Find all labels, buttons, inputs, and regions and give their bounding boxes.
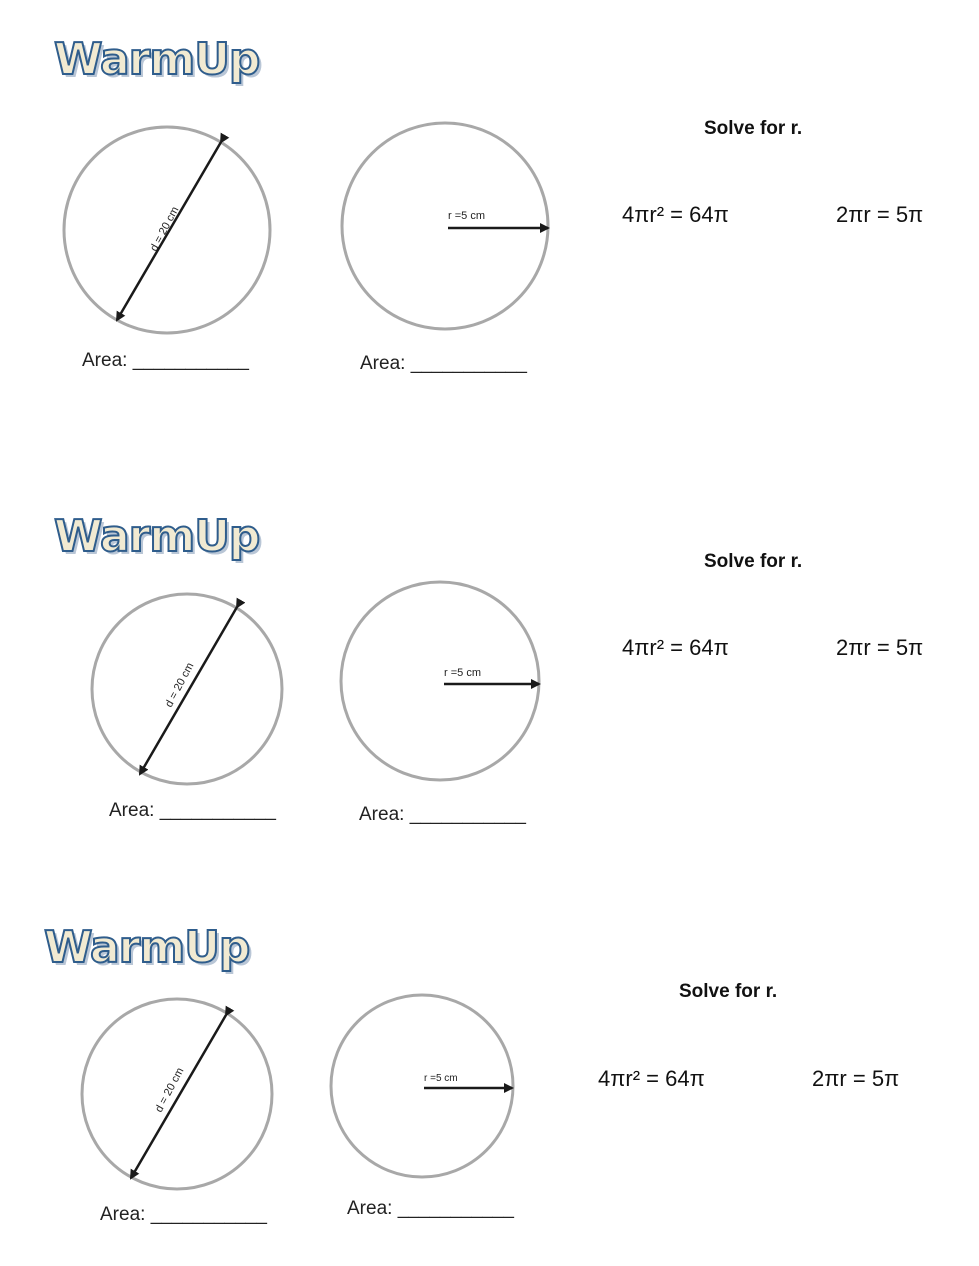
diameter-circle-figure [79,995,279,1195]
area-label-radius: Area: ___________ [359,804,526,825]
solve-instruction: Solve for r. [704,118,803,139]
equation-area: 4πr² = 64π [622,202,729,227]
area-label-diameter: Area: ___________ [100,1204,267,1225]
warmup-title: WarmUp [54,34,260,85]
equation-circumference: 2πr = 5π [836,202,924,227]
radius-label: r =5 cm [444,667,481,679]
radius-circle-figure [338,578,548,788]
circle-shape [82,999,272,1189]
diameter-label: d = 20 cm [148,204,182,254]
area-label-diameter: Area: ___________ [109,800,276,821]
warmup-title: WarmUp [54,511,260,562]
diameter-arrow [131,1015,226,1178]
circle-shape [92,594,282,784]
diameter-label: d = 20 cm [153,1065,187,1115]
diameter-circle-figure [60,124,275,339]
diameter-arrow [140,607,237,774]
solve-instruction: Solve for r. [704,551,803,572]
warmup-title: WarmUp [44,922,250,973]
equation-area: 4πr² = 64π [622,635,729,660]
equation-area: 4πr² = 64π [598,1066,705,1091]
radius-label: r =5 cm [448,210,485,222]
equation-circumference: 2πr = 5π [836,635,924,660]
circle-shape [331,995,513,1177]
diameter-circle-figure [88,590,288,790]
equation-circumference: 2πr = 5π [812,1066,900,1091]
solve-instruction: Solve for r. [679,981,778,1002]
area-label-radius: Area: ___________ [347,1198,514,1219]
radius-circle-figure [327,990,522,1185]
circle-shape [342,123,548,329]
diameter-label: d = 20 cm [163,660,197,710]
area-label-diameter: Area: ___________ [82,350,249,371]
circle-shape [341,582,539,780]
area-label-radius: Area: ___________ [360,353,527,374]
radius-label: r =5 cm [424,1073,458,1084]
radius-circle-figure [338,120,553,335]
